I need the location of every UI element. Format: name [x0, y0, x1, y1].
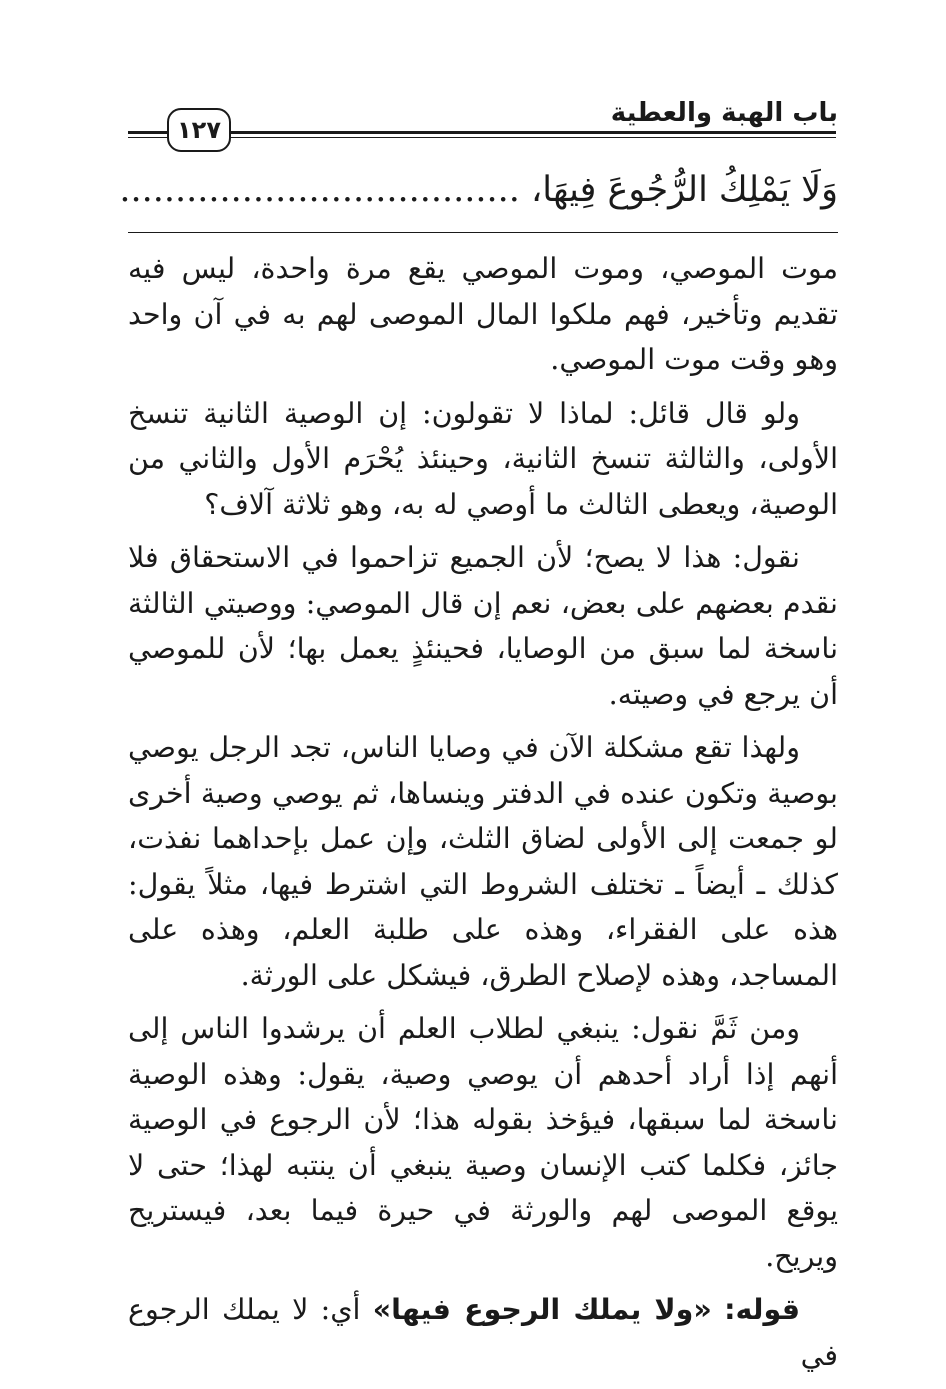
matn-text: وَلَا يَمْلِكُ الرُّجُوعَ فِيهَا،	[531, 170, 838, 210]
paragraph: نقول: هذا لا يصح؛ لأن الجميع تزاحموا في الاستحقاق فلا نقدم بعضهم على بعض، نعم إن قال الموصي: ووصيتي الثالثة ناسخة لما سبق من الوصايا، فحينئذٍ يعمل بها؛ لأن للموصي أن يرجع في وصيته.	[128, 541, 838, 711]
commentary-body	[128, 246, 838, 1386]
matn-dots: ....................................	[119, 170, 520, 210]
quoted-matn: «ولا يملك الرجوع فيها»	[372, 1293, 712, 1326]
keyword-qawluh: قوله:	[724, 1293, 800, 1326]
header-rule-thin	[128, 137, 836, 138]
header-rule	[128, 131, 836, 134]
paragraph: ومن ثَمَّ نقول: ينبغي لطلاب العلم أن يرشدوا الناس إلى أنهم إذا أراد أحدهم أن يوصي وصية، يقول: وهذه الوصية ناسخة لما سبقها، فيؤخذ بقوله هذا؛ لأن الرجوع في الوصية جائز، فكلما كتب الإنسان وصية ينبغي أن ينتبه لهذا؛ حتى لا يوقع الموصى لهم والورثة في حيرة فيما بعد، فيستريح ويريح.	[128, 1012, 838, 1273]
matn-line	[119, 162, 838, 218]
paragraph: ولو قال قائل: لماذا لا تقولون: إن الوصية الثانية تنسخ الأولى، والثالثة تنسخ الثانية، وحينئذ يُحْرَم الأول والثاني من الوصية، ويعطى الثالث ما أوصي له به، وهو ثلاثة آلاف؟	[128, 396, 838, 521]
paragraph-text: أي: لا يملك الرجوع في	[128, 1293, 838, 1372]
page-number: ١٢٧	[167, 108, 231, 152]
matn-divider	[128, 232, 838, 233]
paragraph-last	[128, 1287, 838, 1378]
chapter-title: باب الهبة والعطية	[610, 98, 838, 128]
paragraph: ولهذا تقع مشكلة الآن في وصايا الناس، تجد الرجل يوصي بوصية وتكون عنده في الدفتر وينساها، ثم يوصي وصية أخرى لو جمعت إلى الأولى لضاق الثلث، وإن عمل بإحداهما نفذت، كذلك ـ أيضاً ـ تختلف الشروط التي اشترط فيها، مثلاً يقول: هذه على الفقراء، وهذه على طلبة العلم، وهذه على المساجد، وهذه لإصلاح الطرق، فيشكل على الورثة.	[128, 731, 838, 992]
paragraph: موت الموصي، وموت الموصي يقع مرة واحدة، ليس فيه تقديم وتأخير، فهم ملكوا المال الموصى لهم به في آن واحد وهو وقت موت الموصي.	[128, 252, 838, 376]
